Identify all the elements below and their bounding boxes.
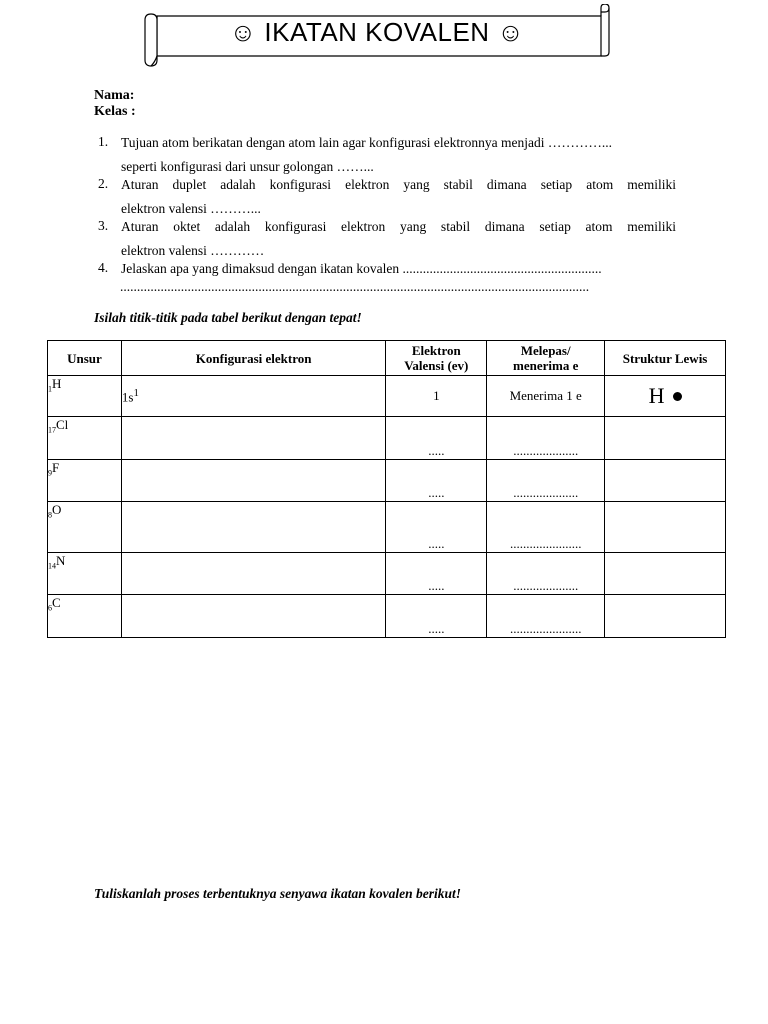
table-row [48,595,726,638]
atomic-number: 9 [48,468,52,478]
question-text: Jelaskan apa yang dimaksud dengan ikatan kovalen ........................................................... [121,261,602,276]
header-mm-line2: menerima e [513,358,579,373]
unsur-cell [48,376,122,417]
table-row [48,417,726,460]
ev-cell[interactable]: ..... [386,595,487,638]
header-ev-line1: Elektron [411,343,461,358]
mm-cell[interactable]: Menerima 1 e [487,376,605,417]
config-cell[interactable] [121,460,386,502]
question-number: 1. [98,134,109,149]
question-number: 3. [98,218,109,233]
element-symbol: H [52,376,62,391]
question-text: ........................................................................................................................................... [120,279,590,294]
table-instruction: Isilah titik-titik pada tabel berikut dengan tepat! [94,310,362,325]
header-ev-line2: Valensi (ev) [404,358,469,373]
ev-cell[interactable]: ..... [386,417,487,460]
table-row [48,376,726,417]
unsur-cell [48,502,122,553]
question-number: 4. [98,260,109,275]
ev-cell[interactable]: ..... [386,460,487,502]
lewis-symbol: H [648,383,665,408]
element-symbol: C [52,595,61,610]
question-text: Tujuan atom berikatan dengan atom lain agar konfigurasi elektronnya menjadi …………... [121,135,613,150]
question-number: 2. [98,176,109,191]
page-title: ☺ IKATAN KOVALEN ☺ [229,17,525,47]
header-konfigurasi: Konfigurasi elektron [121,341,386,376]
atomic-number: 17 [48,425,56,435]
table-header-row [48,341,726,376]
ev-cell[interactable]: ..... [386,553,487,595]
mm-cell[interactable]: .................... [487,460,605,502]
question-2 [98,176,676,216]
unsur-cell [48,417,122,460]
kelas-label: Kelas : [94,104,136,119]
element-symbol: F [52,460,60,475]
atomic-number: 8 [48,510,52,520]
ev-cell[interactable]: 1 [386,376,487,417]
unsur-cell [48,460,122,502]
mm-cell[interactable]: .................... [487,417,605,460]
lewis-cell[interactable] [605,460,726,502]
question-text: seperti konfigurasi dari unsur golongan ……... [121,159,374,174]
config-cell[interactable] [121,502,386,553]
lewis-cell[interactable] [605,417,726,460]
mm-cell[interactable]: ...................... [487,595,605,638]
lewis-cell[interactable] [605,376,726,417]
config-cell[interactable] [121,376,386,417]
unsur-cell [48,553,122,595]
config-cell[interactable] [121,417,386,460]
table-row [48,553,726,595]
lewis-cell[interactable] [605,553,726,595]
header-melepas-menerima [487,341,605,376]
table-row [48,502,726,553]
config-cell[interactable] [121,553,386,595]
question-text: Aturan oktet adalah konfigurasi elektron yang stabil dimana setiap atom memiliki [121,219,676,234]
header-unsur: Unsur [48,341,122,376]
question-text: elektron valensi ………… [121,243,265,258]
config-superscript: 1 [133,386,139,399]
element-symbol: N [56,553,66,568]
question-text: elektron valensi ………... [121,201,261,216]
electron-dot-icon [673,392,682,401]
title-banner [143,4,611,68]
atomic-number: 14 [48,561,56,571]
config-cell[interactable] [121,595,386,638]
unsur-cell [48,595,122,638]
element-symbol: Cl [56,417,69,432]
question-3 [98,218,676,258]
header-struktur-lewis: Struktur Lewis [605,341,726,376]
mm-cell[interactable]: .................... [487,553,605,595]
bottom-instruction: Tuliskanlah proses terbentuknya senyawa ikatan kovalen berikut! [94,886,462,901]
question-text: Aturan duplet adalah konfigurasi elektron yang stabil dimana setiap atom memiliki [121,177,676,192]
lewis-cell[interactable] [605,595,726,638]
config-text: 1s [121,389,134,405]
element-symbol: O [52,502,62,517]
header-elektron-valensi [386,341,487,376]
atomic-number: 6 [48,603,52,613]
nama-label: Nama: [94,88,135,103]
ev-cell[interactable]: ..... [386,502,487,553]
lewis-cell[interactable] [605,502,726,553]
element-table [47,340,726,638]
question-4-answer-line [120,278,672,296]
header-mm-line1: Melepas/ [520,343,571,358]
question-1 [98,134,676,174]
atomic-number: 1 [48,384,52,394]
table-row [48,460,726,502]
mm-cell[interactable]: ...................... [487,502,605,553]
